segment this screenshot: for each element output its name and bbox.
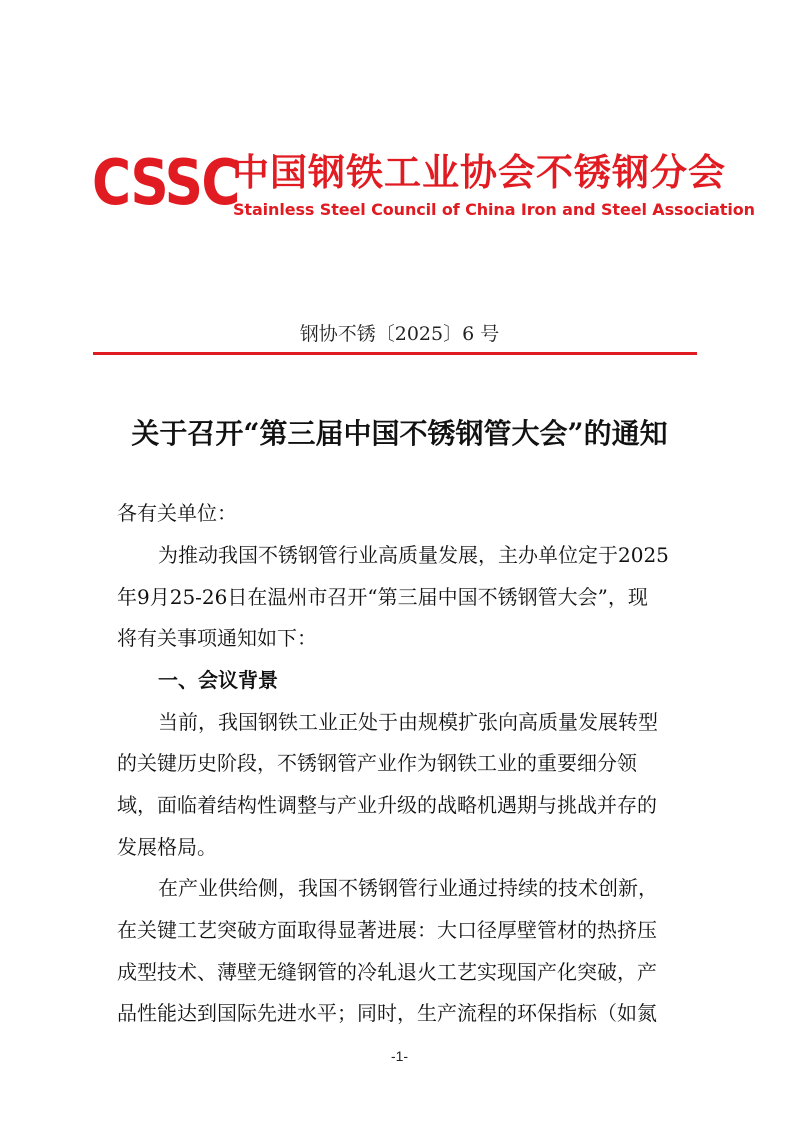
body-line: 为推动我国不锈钢管行业高质量发展，主办单位定于2025 [158, 543, 669, 567]
section-heading: 一、会议背景 [158, 668, 278, 692]
document-number: 钢协不锈〔2025〕6 号 [299, 323, 500, 345]
body-line: 年9月25-26日在温州市召开“第三届中国不锈钢管大会”，现 [117, 585, 648, 609]
body-line: 域，面临着结构性调整与产业升级的战略机遇期与挑战并存的 [117, 793, 657, 817]
body-line: 品性能达到国际先进水平；同时，生产流程的环保指标（如氮 [117, 1001, 657, 1025]
org-name-english: Stainless Steel Council of China Iron and Steel Association [233, 200, 755, 219]
page-number: -1- [390, 1048, 409, 1064]
red-divider [93, 352, 697, 355]
body-line: 将有关事项通知如下： [117, 626, 317, 650]
org-name-chinese: 中国钢铁工业协会不锈钢分会 [232, 151, 726, 194]
body-line: 的关键历史阶段，不锈钢管产业作为钢铁工业的重要细分领 [117, 751, 637, 775]
document-title: 关于召开“第三届中国不锈钢管大会”的通知 [131, 417, 668, 450]
cssc-logo: CSSC [92, 146, 239, 219]
body-line: 在产业供给侧，我国不锈钢管行业通过持续的技术创新， [158, 876, 658, 900]
salutation: 各有关单位： [117, 501, 237, 525]
letterhead [92, 146, 755, 225]
body-line: 发展格局。 [117, 835, 217, 859]
body-line: 在关键工艺突破方面取得显著进展：大口径厚壁管材的热挤压 [117, 918, 657, 942]
body-line: 当前，我国钢铁工业正处于由规模扩张向高质量发展转型 [158, 710, 658, 734]
body-line: 成型技术、薄壁无缝钢管的冷轧退火工艺实现国产化突破，产 [117, 960, 657, 984]
